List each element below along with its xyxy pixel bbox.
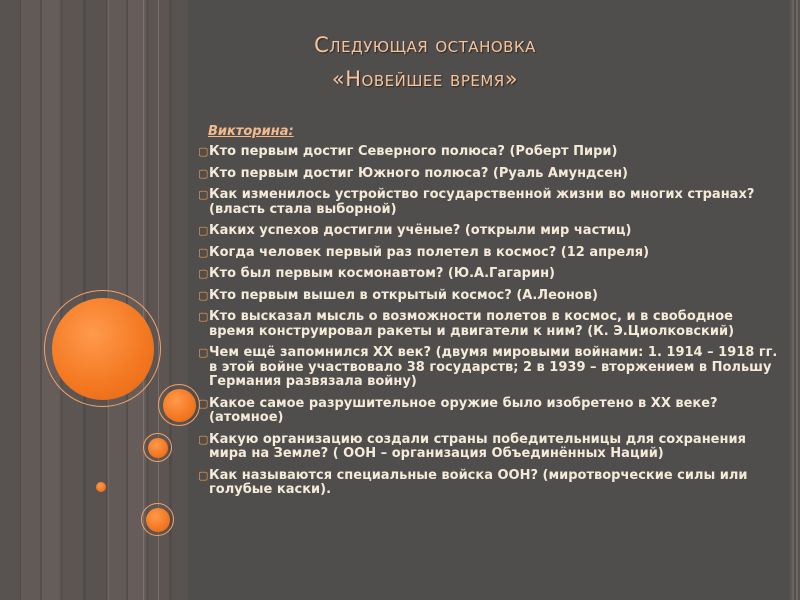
hollow-square-bullet-icon: ▢ — [198, 432, 209, 446]
quiz-question-item — [198, 346, 778, 390]
slide-title — [215, 28, 635, 96]
hollow-square-bullet-icon: ▢ — [198, 267, 209, 280]
quiz-question-text: Какое самое разрушительное оружие было изобретено в ХХ веке? (атомное) — [209, 395, 718, 425]
title-line-2: «Новейшее время» — [331, 67, 519, 91]
decorative-circle — [52, 298, 154, 400]
quiz-question-text: Кто первым достиг Северного полюса? (Роберт Пири) — [209, 144, 618, 159]
quiz-list — [198, 145, 778, 498]
quiz-question-item — [198, 145, 778, 160]
hollow-square-bullet-icon: ▢ — [198, 346, 209, 359]
quiz-question-item — [198, 469, 778, 498]
hollow-square-bullet-icon: ▢ — [198, 188, 209, 201]
quiz-question-item — [198, 246, 778, 261]
hollow-square-bullet-icon: ▢ — [198, 166, 209, 180]
hollow-square-bullet-icon: ▢ — [198, 396, 209, 410]
quiz-label: Викторина: — [208, 124, 294, 139]
quiz-question-text: Кто был первым космонавтом? (Ю.А.Гагарин) — [209, 266, 555, 281]
quiz-question-item — [198, 267, 778, 282]
quiz-question-text: Как изменилось устройство государственной жизни во многих странах? (власть стала выборной) — [209, 187, 755, 217]
quiz-question-item — [198, 433, 778, 462]
quiz-question-text: Кто первым достиг Южного полюса? (Руаль Амундсен) — [209, 165, 629, 181]
title-line-1: Следующая остановка — [314, 33, 536, 57]
decorative-circle — [163, 389, 196, 422]
quiz-question-text: Кто первым вышел в открытый космос? (А.Леонов) — [209, 287, 598, 303]
decorative-circle — [146, 508, 170, 532]
quiz-question-text: Когда человек первый раз полетел в космос? (12 апреля) — [209, 244, 650, 260]
quiz-question-item — [198, 310, 778, 339]
quiz-question-item — [198, 224, 778, 239]
quiz-content — [198, 124, 778, 505]
quiz-question-item — [198, 397, 778, 426]
quiz-question-text: Какую организацию создали страны победительницы для сохранения мира на Земле? ( ООН – организация Объединённых Наций) — [209, 431, 746, 461]
decorative-circle — [148, 438, 168, 458]
decorative-edge — [790, 0, 800, 600]
quiz-question-item — [198, 289, 778, 304]
quiz-question-item — [198, 167, 778, 182]
quiz-question-text: Кто высказал мысль о возможности полетов в космос, и в свободное время конструировал ракеты и двигатели к ним? (К. Э.Циолковский) — [209, 309, 735, 339]
hollow-square-bullet-icon: ▢ — [198, 288, 209, 302]
hollow-square-bullet-icon: ▢ — [198, 145, 209, 158]
hollow-square-bullet-icon: ▢ — [198, 245, 209, 259]
decorative-dot — [96, 482, 106, 492]
hollow-square-bullet-icon: ▢ — [198, 468, 209, 482]
hollow-square-bullet-icon: ▢ — [198, 224, 209, 237]
hollow-square-bullet-icon: ▢ — [198, 310, 209, 323]
quiz-question-text: Как называются специальные войска ООН? (миротворческие силы или голубые каски). — [209, 467, 748, 497]
quiz-question-item — [198, 188, 778, 217]
quiz-question-text: Каких успехов достигли учёные? (открыли мир частиц) — [209, 223, 632, 238]
quiz-question-text: Чем ещё запомнился ХХ век? (двумя мировыми войнами: 1. 1914 – 1918 гг. в этой войне участвовало 38 государств; 2 в 1939 – вторжением в Польшу Германия развязала войну) — [209, 345, 778, 389]
